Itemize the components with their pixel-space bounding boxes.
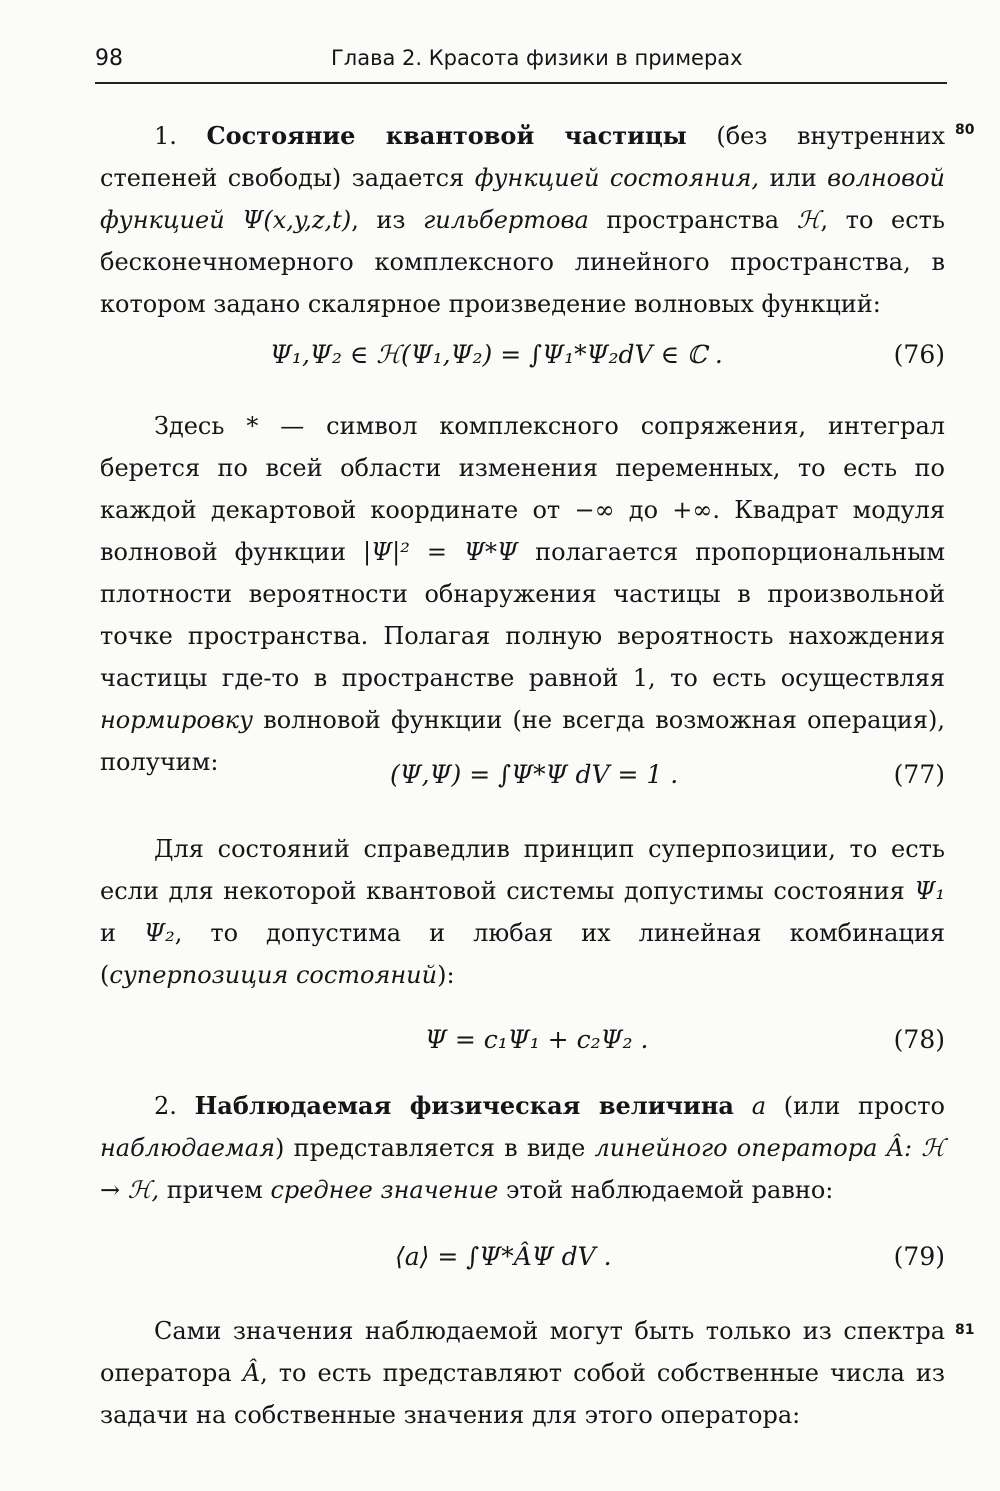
inline-math: Ψ(x,y,z,t) [242,206,352,234]
text-run: причем [159,1176,271,1204]
paragraph-1 [100,115,945,325]
italic-term: наблюдаемая [100,1134,275,1162]
inline-math: |Ψ|² = Ψ*Ψ [363,538,519,566]
inline-math: Â: ℋ → ℋ, [100,1134,945,1204]
equation-formula: Ψ₁,Ψ₂ ∈ ℋ(Ψ₁,Ψ₂) = ∫Ψ₁*Ψ₂dV ∈ ℂ . [270,340,723,369]
margin-mark: 81 [955,1322,975,1338]
item-number: 2. [154,1092,177,1120]
text-run: ) представляется в виде [275,1134,595,1162]
equation-78 [100,1025,945,1065]
paragraph-3 [100,828,945,996]
running-title: Глава 2. Красота физики в примерах [331,46,743,70]
text-run: Здесь * — символ комплексного сопряжения, интеграл берется по всей области изменения переменных, то есть по каждой декартовой координате от −∞ до +∞. Квадрат модуля волновой функции [100,412,945,566]
text-run: ): [437,961,455,989]
paragraph-2 [100,405,945,783]
equation-number: (78) [893,1025,945,1054]
italic-term: нормировку [100,706,254,734]
equation-number: (79) [893,1242,945,1271]
equation-number: (77) [893,760,945,789]
text-run: , то есть представляют собой собственные числа из задачи на собственные значения для этого оператора: [100,1359,945,1429]
page-header [95,42,947,84]
text-run: этой наблюдаемой равно: [498,1176,834,1204]
equation-formula: Ψ = c₁Ψ₁ + c₂Ψ₂ . [425,1025,649,1054]
term-quantum-state: Состояние квантовой частицы [206,121,687,150]
text-run: , то допустима и любая их линейная комбинация ( [100,919,946,989]
inline-math: a [751,1092,767,1120]
margin-mark: 80 [955,122,975,138]
text-run: (или просто [766,1092,946,1120]
inline-math: Ψ₂ [144,919,175,947]
text-run: волновой функции (не всегда возможная операция), получим: [100,706,945,776]
italic-term: линейного оператора [594,1134,878,1162]
text-run: Для состояний справедлив принцип суперпозиции, то есть если для некоторой квантовой системы допустимы состояния [100,835,945,905]
text-run: и [100,919,145,947]
equation-77 [100,760,945,800]
italic-term: функцией состояния, [474,164,760,192]
text-run: Сами значения наблюдаемой могут быть только из спектра оператора [100,1317,945,1387]
equation-79 [100,1242,945,1282]
italic-term: суперпозиция состояний [109,961,438,989]
text-run: (без внутренних степеней свободы) задается [100,122,946,192]
text-run: полагается пропорциональным плотности вероятности обнаружения частицы в произвольной точке пространства. Полагая полную вероятность нахождения частицы где-то в пространстве равной 1, то есть осуществляя [100,538,945,692]
text-run: или [759,164,828,192]
italic-term: волновой функцией [100,164,946,234]
term-observable: Наблюдаемая физическая величина [194,1091,734,1120]
italic-term: гильбертова [423,206,589,234]
inline-math: ℋ [796,206,821,234]
equation-76 [100,340,945,380]
text-run: , то есть бесконечномерного комплексного линейного пространства, в котором задано скалярное произведение волновых функций: [100,206,945,318]
equation-number: (76) [893,340,945,369]
text-run: пространства [588,206,797,234]
paragraph-5 [100,1310,945,1436]
equation-formula: ⟨a⟩ = ∫Ψ*ÂΨ dV . [395,1242,612,1271]
equation-formula: (Ψ,Ψ) = ∫Ψ*Ψ dV = 1 . [390,760,679,789]
item-number: 1. [154,122,177,150]
italic-term: среднее значение [270,1176,499,1204]
inline-math: Â [242,1359,261,1387]
inline-math: Ψ₁ [914,877,945,905]
paragraph-4 [100,1085,945,1211]
page-number: 98 [95,46,123,71]
text-run: , из [351,206,424,234]
